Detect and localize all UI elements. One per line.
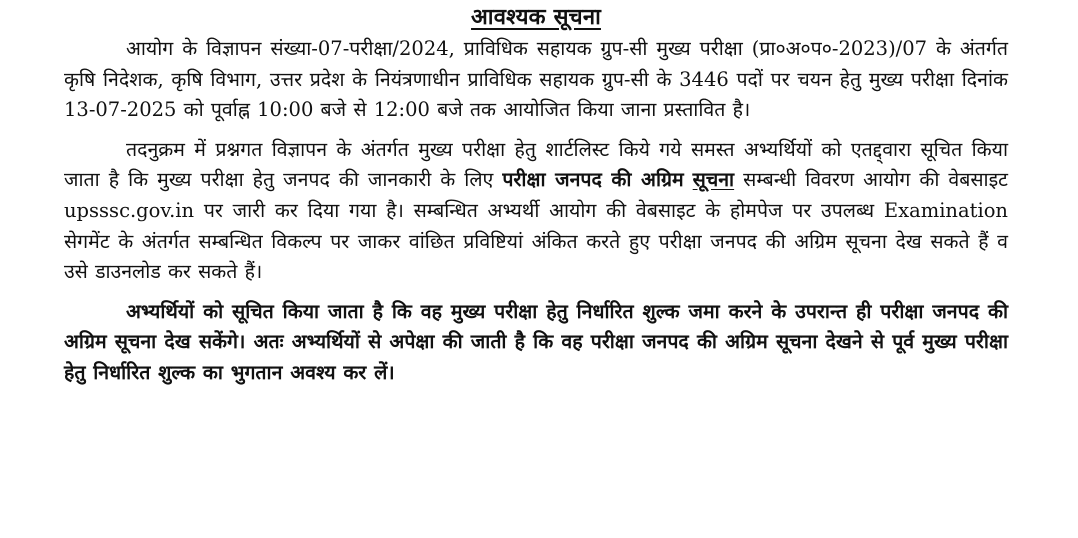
paragraph-district-info-details: सम्बन्धी विवरण आयोग की वेबसाइट upsssc.gov.in पर जारी कर दिया गया है। सम्बन्धित अभ्यर्थी आयोग की वेबसाइट के होमपेज पर उपलब्ध Examination सेगमेंट के अंतर्गत सम्बन्धित विकल्प पर जाकर वांछित प्रविष्टियां अंकित करते हुए परीक्षा जनपद की अग्रिम सूचना देख सकते हैं व उसे डाउनलोड कर सकते हैं। — [64, 168, 1008, 284]
paragraph-district-info-intro: तदनुक्रम में प्रश्नगत विज्ञापन के अंतर्गत मुख्य परीक्षा हेतु शार्टलिस्ट किये गये समस्त अभ्यर्थियों को एतद्द्वारा सूचित किया जाता है कि मुख्य परीक्षा हेतु जनपद की जानकारी के लिए — [64, 137, 1008, 192]
district-notice-highlight-underlined: सूचना — [692, 168, 735, 192]
paragraph-exam-schedule: आयोग के विज्ञापन संख्या-07-परीक्षा/2024, प्राविधिक सहायक ग्रुप-सी मुख्य परीक्षा (प्रा०अ०प०-2023)/07 के अंतर्गत कृषि निदेशक, कृषि विभाग, उत्तर प्रदेश के नियंत्रणाधीन प्राविधिक सहायक ग्रुप-सी के 3446 पदों पर चयन हेतु मुख्य परीक्षा दिनांक 13-07-2025 को पूर्वाह्न 10:00 बजे से 12:00 बजे तक आयोजित किया जाना प्रस्तावित है। — [64, 37, 1008, 122]
district-notice-highlight: परीक्षा जनपद की अग्रिम — [502, 168, 684, 192]
paragraph-district-info — [64, 135, 1008, 288]
notice-title: आवश्यक सूचना — [471, 4, 601, 30]
paragraph-fee-requirement: अभ्यर्थियों को सूचित किया जाता है कि वह मुख्य परीक्षा हेतु निर्धारित शुल्क जमा करने के उपरान्त ही परीक्षा जनपद की अग्रिम सूचना देख सकेंगे। अतः अभ्यर्थियों से अपेक्षा की जाती है कि वह परीक्षा जनपद की अग्रिम सूचना देखने से पूर्व मुख्य परीक्षा हेतु निर्धारित शुल्क का भुगतान अवश्य कर लें। — [64, 299, 1008, 384]
